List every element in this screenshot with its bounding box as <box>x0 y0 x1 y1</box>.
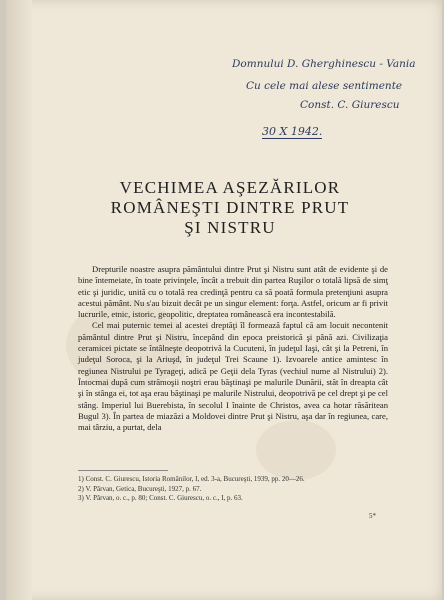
title-line-1: VECHIMEA AŞEZĂRILOR <box>119 178 341 197</box>
footnote-1: 1) Const. C. Giurescu, Istoria Românilor, I, ed. 3-a, Bucureşti, 1939, pp. 20—26. <box>78 475 305 483</box>
footnote-2: 2) V. Pârvan, Getica, Bucureşti, 1927, p. 67. <box>78 484 202 493</box>
paragraph-2: Cel mai puternic temei al acestei dreptăţi îl formează faptul că am locuit necontenit pământul dintre Prut şi Nistru, începând din epoca preistorică şi până azi. Civilizaţia ceramicei pictate se întâlneşte deopotrivă la Cucuteni, în judeţul Iaşi, cât şi la Petreni, în judeţul Soroca, şi la Ariuşd, în judeţul Trei Scaune 1). Izvoarele antice amintesc în regiunea Nistrului pe Tyrageţi, adică pe Geţii dela Tyras (vechiul nume al Nistrului) 2). Întocmai după cum strămoşii noştri erau băştinaşi pe malurile Dunării, stăt în dreapta cât şi în stânga ei, tot aşa erau băştinaşi pe malurile Nistrului, deopotrivă pe cel drept şi pe cel stâng. Imperiul lui Buerebista, în secolul I înainte de Christos, avea ca hotar răsăritean Bugul 3). În partea de miazăzi a Moldovei dintre Prut şi Nistru, aşa dar în regiunea, care, mai târziu, a purtat, dela <box>78 320 388 433</box>
date-underline <box>262 138 322 139</box>
paragraph-1: Drepturile noastre asupra pământului dintre Prut şi Nistru sunt atât de evidente şi de bine întemeiate, în toate privinţele, încât a trebuit din partea Ruşilor o totală lipsă de simţ etic şi juridic, unită cu o totală rea credinţă pentru ca să poată formula pretenţiuni asupra acestui pământ. Nu s'au bizuit decât pe un singur element: forţa. Astfel, oricum ar fi privit lucrurile, etnic, istoric, geopolitic, dreptatea românească era incontestabilă. <box>78 264 388 320</box>
body-text <box>78 264 388 433</box>
footnote-3: 3) V. Pârvan, o. c., p. 80; Const. C. Giurescu, o. c., I, p. 63. <box>78 494 243 502</box>
page-number: 5* <box>369 512 376 520</box>
footnote-rule <box>78 470 168 471</box>
footnotes <box>78 470 388 504</box>
inscription-sentiment: Cu cele mai alese sentimente <box>246 80 403 92</box>
title-line-2: ROMÂNEŞTI DINTRE PRUT <box>110 198 350 217</box>
title-line-3: ŞI NISTRU <box>184 218 276 237</box>
inscription-date: 30 X 1942. <box>262 125 323 138</box>
inscription-dedication: Domnului D. Gherghinescu - Vania <box>232 58 416 70</box>
page-spine <box>6 0 32 600</box>
inscription-signature: Const. C. Giurescu <box>300 99 400 111</box>
